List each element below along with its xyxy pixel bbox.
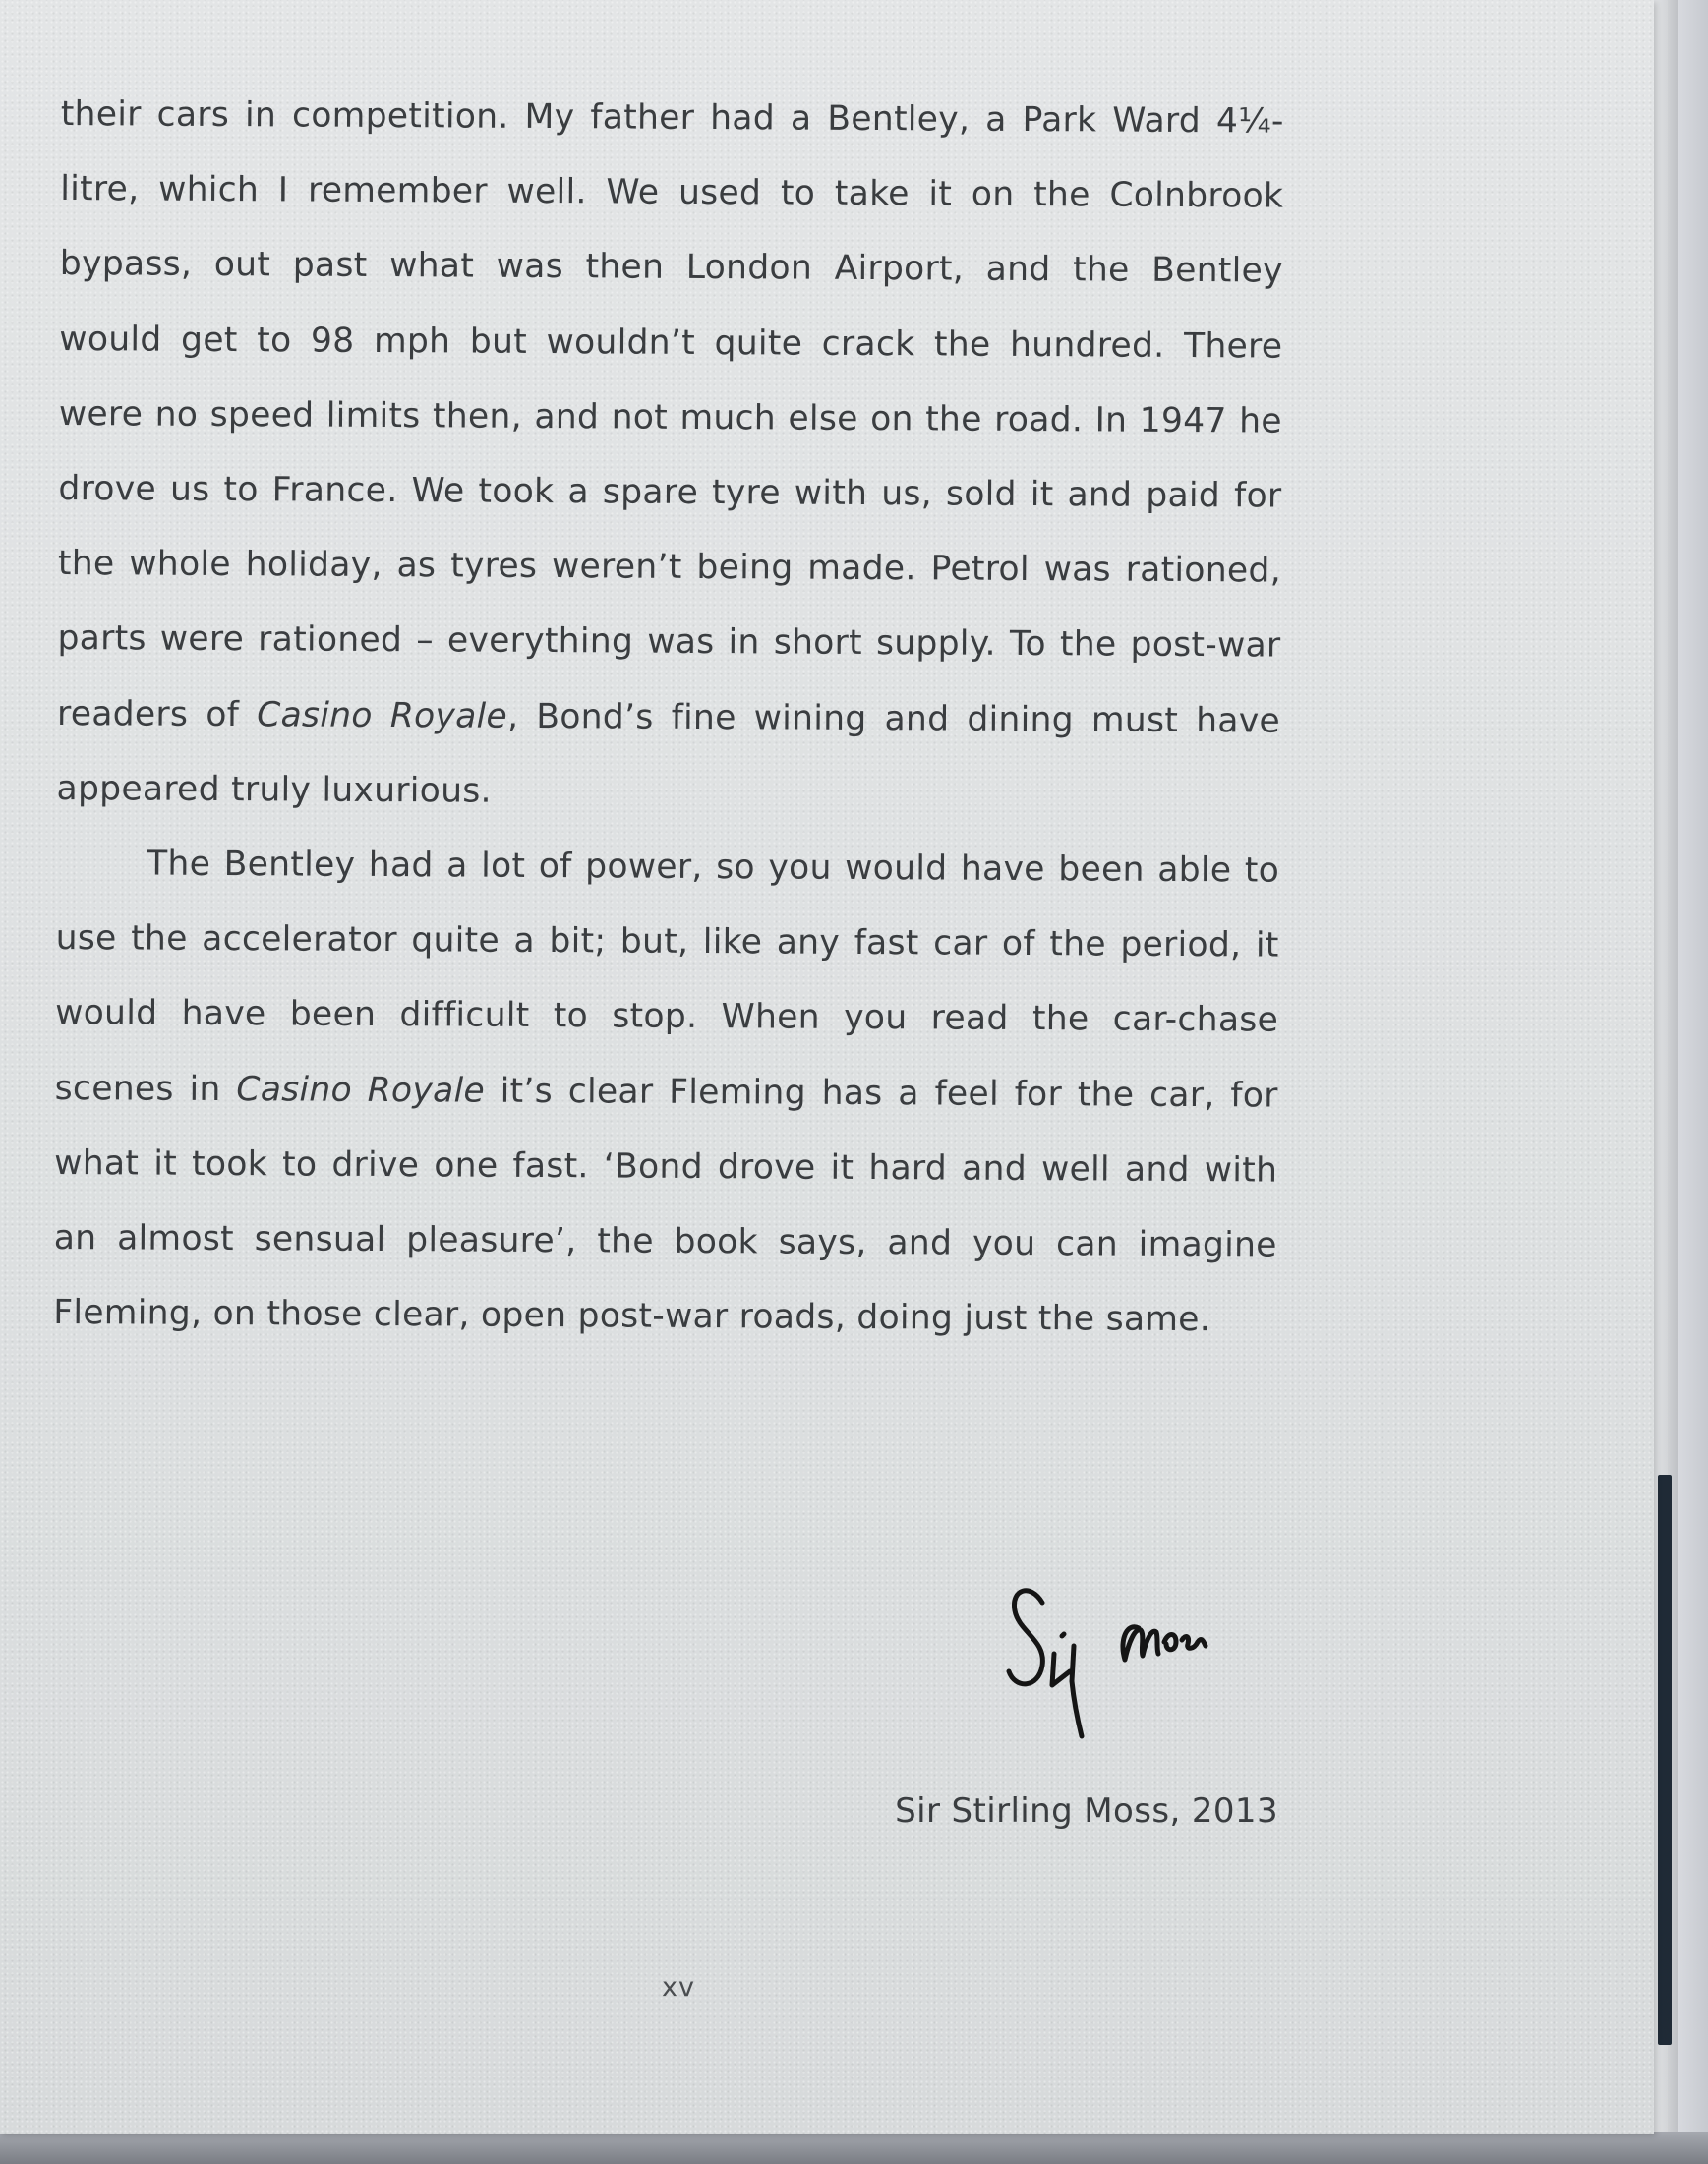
paragraph-2 (53, 826, 1279, 1358)
paragraph-1 (56, 77, 1284, 834)
paragraph-1-text-a: their cars in competition. My father had a Bentley, a Park Ward 4¼-litre, which I remember well. We used to take it on the Colnbrook bypass, out past what was then London Airport, and the Bentley would get to 98 mph but wouldn’t quite crack the hundred. There were no speed limits then, and not much else on the road. In 1947 he drove us to France. We took a spare tyre with us, sold it and paid for the whole holiday, as tyres weren’t being made. Petrol was rationed, parts were rationed – everything was in short supply. To the post-war readers of (56, 93, 1284, 734)
paragraph-2-text-b: it’s clear Fleming has a feel for the car, for what it took to drive one fast. ‘Bond drove it hard and well and with an almost sensual pleasure’, the book says, and you can imagine Fleming, on those clear, open post-war roads, doing just the same. (53, 1071, 1278, 1340)
body-text (53, 77, 1284, 1358)
bottom-shadow (0, 2132, 1708, 2164)
signature-drawing (1003, 1563, 1298, 1760)
book-title-italic: Casino Royale (236, 1069, 486, 1111)
book-title-italic: Casino Royale (257, 694, 508, 736)
paragraph-1-text-b: , Bond’s fine wining and dining must have appeared truly luxurious. (56, 696, 1281, 811)
handwritten-signature (1003, 1563, 1298, 1760)
page-stack-edge (1678, 0, 1708, 2164)
book-cover-edge (1658, 1475, 1672, 2045)
paragraph-2-text-a: The Bentley had a lot of power, so you would have been able to use the accelerator quite a bit; but, like any fast car of the period, it would have been difficult to stop. When you read the car-chase scenes in (54, 844, 1280, 1109)
author-attribution: Sir Stirling Moss, 2013 (895, 1791, 1278, 1831)
page-number: xv (662, 1972, 695, 2003)
